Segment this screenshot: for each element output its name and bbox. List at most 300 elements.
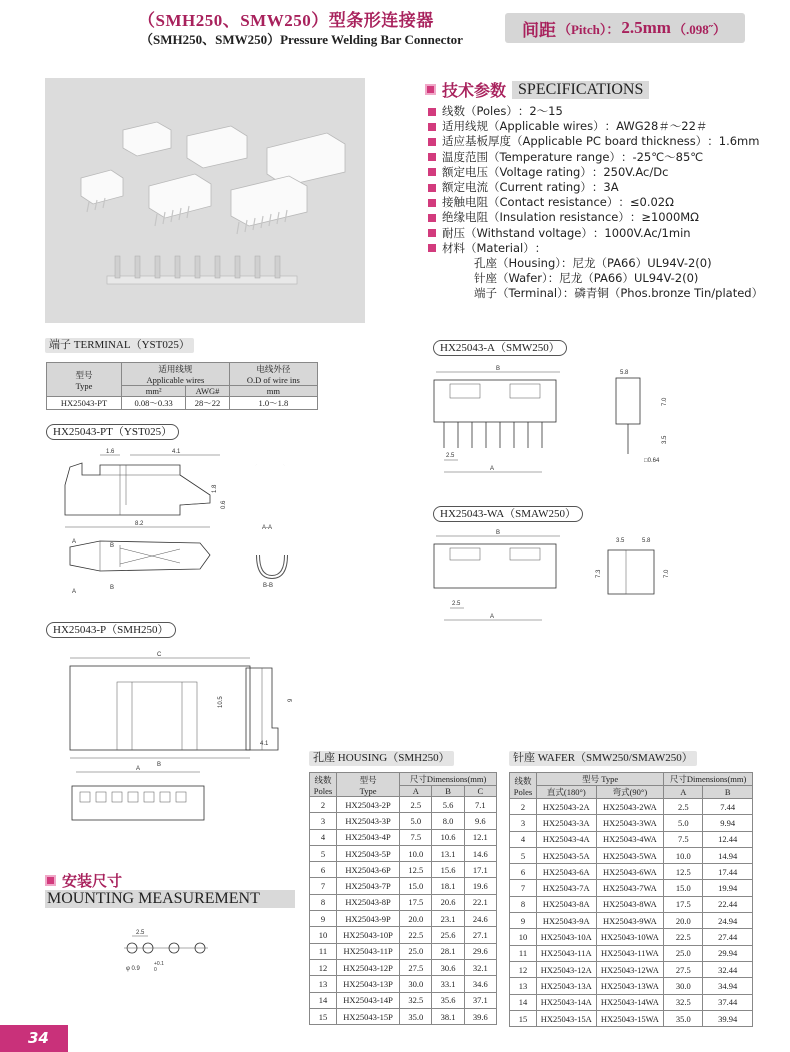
dim-1-8: 1.8 [212,484,218,493]
table-row [510,929,753,945]
table-row [510,831,753,847]
table-cell: HX25043-5WA [596,847,664,863]
table-cell: 19.94 [703,880,753,896]
dim-5-8-wa: 5.8 [642,538,651,544]
table-cell: 5 [310,845,337,861]
table-cell: 11 [510,945,537,961]
table-cell: 7 [310,878,337,894]
table-row [310,845,497,861]
table-row [310,927,497,943]
spec-label: 温度范围（Temperature range） [442,149,621,164]
wafer-wa-drawing [430,528,690,628]
spec-value: ：3A [591,180,619,195]
table-cell: 7.5 [664,831,703,847]
th-dims: 尺寸Dimensions(mm) [400,773,497,786]
table-cell: 25.0 [400,943,432,959]
spec-label: 额定电流（Current rating） [442,180,592,195]
table-cell: 5.0 [664,815,703,831]
table-cell: 13.1 [432,845,464,861]
table-cell: HX25043-7A [537,880,597,896]
table-cell: 12 [510,961,537,977]
terminal-table [46,362,318,410]
table-cell: 9.94 [703,815,753,831]
dim-a-wafer: A [490,466,495,472]
table-cell: 9 [310,911,337,927]
dim-a-top: A [72,539,77,545]
th-straight: 直式(180°) [537,786,597,799]
th-dims: 尺寸Dimensions(mm) [664,773,753,786]
table-cell: HX25043-8A [537,896,597,912]
table-row [310,862,497,878]
terminal-tag [45,338,194,353]
th-poles-en: Poles [313,785,333,796]
bullet-icon [428,153,436,161]
mounting-drawing [118,928,228,978]
dim-0-6: 0.6 [221,500,227,509]
table-cell: 35.6 [432,992,464,1008]
table-cell: 8.0 [432,813,464,829]
table-row [510,945,753,961]
table-cell: 4 [310,829,337,845]
dim-a-wa: A [490,614,495,620]
dim-b-top: B [110,543,115,549]
table-cell: 7.5 [400,829,432,845]
housing-tag-cn: 孔座 [313,752,335,764]
table-row [510,978,753,994]
table-cell: 15 [310,1008,337,1024]
table-cell: 24.6 [464,911,496,927]
dim-b-wa: B [496,530,501,536]
table-cell: 10 [510,929,537,945]
table-row [510,994,753,1010]
pitch-value: 2.5mm [621,18,671,37]
housing-table [309,772,497,1025]
th-b: B [703,786,753,799]
table-cell: 6 [510,864,537,880]
terminal-tag-cn: 端子 [49,339,71,351]
spec-label: 绝缘电阻（Insulation resistance） [442,210,630,225]
table-cell: HX25043-14P [337,992,400,1008]
table-cell: 15.6 [432,862,464,878]
dim-9: 9 [288,698,294,702]
wafer-a-drawing [430,362,690,492]
table-cell: 15 [510,1010,537,1026]
wafer-tag [509,751,697,766]
housing-tag [309,751,454,766]
dim-7-3: 7.3 [596,569,602,578]
table-cell: HX25043-4P [337,829,400,845]
dim-b-bottom: B [110,585,115,591]
table-cell: HX25043-11P [337,943,400,959]
th-a: A [664,786,703,799]
dim-0-64: □0.64 [644,458,660,464]
spec-item [428,119,763,134]
dim-a-bottom: A [72,589,77,595]
table-cell: 10 [310,927,337,943]
table-cell: HX25043-11A [537,945,597,961]
spec-value: ：≥1000MΩ [629,210,699,225]
table-row [310,878,497,894]
table-row [510,880,753,896]
table-cell: HX25043-10P [337,927,400,943]
pitch-box [505,13,745,43]
table-row [310,959,497,975]
table-cell: HX25043-13A [537,978,597,994]
drawing-tag-a: HX25043-A（SMW250） [433,340,567,356]
table-cell: 6 [310,862,337,878]
table-cell: 12.1 [464,829,496,845]
table-cell: 14 [510,994,537,1010]
table-cell: HX25043-10A [537,929,597,945]
spec-label: 线数（Poles） [442,104,518,118]
cell-type: HX25043-PT [47,397,122,410]
spec-item [428,150,763,165]
dim-hole-dia: φ 0.9 [126,966,140,972]
table-cell: 33.1 [432,976,464,992]
table-cell: 10.0 [664,847,703,863]
table-row [310,992,497,1008]
material-housing: 孔座（Housing）：尼龙（PA66）UL94V-2(0) [474,256,712,271]
wafer-tag-en: WAFER（SMW250/SMAW250） [537,752,693,764]
th-angle: 弯式(90°) [596,786,664,799]
table-cell: 37.1 [464,992,496,1008]
table-cell: 27.5 [664,961,703,977]
table-cell: 15.0 [664,880,703,896]
table-cell: 17.44 [703,864,753,880]
dim-3-5: 3.5 [662,435,668,444]
table-cell: 27.44 [703,929,753,945]
th-mm2: mm² [122,386,186,397]
table-cell: 30.0 [400,976,432,992]
table-row [310,943,497,959]
table-cell: HX25043-6P [337,862,400,878]
pitch-inch: （.098˝） [672,21,727,37]
table-cell: 12.44 [703,831,753,847]
table-row [310,976,497,992]
table-cell: 32.5 [664,994,703,1010]
th-awg: AWG# [186,386,229,397]
table-cell: HX25043-3WA [596,815,664,831]
table-cell: HX25043-2WA [596,799,664,815]
table-cell: 27.5 [400,959,432,975]
dim-b: B [157,762,162,768]
table-cell: 9 [510,913,537,929]
drawing-tag-pt: HX25043-PT（YST025） [46,424,179,440]
table-cell: HX25043-10WA [596,929,664,945]
table-cell: 20.0 [664,913,703,929]
th-od-mm: mm [229,386,317,397]
table-cell: HX25043-5A [537,847,597,863]
table-cell: HX25043-2A [537,799,597,815]
table-cell: 37.44 [703,994,753,1010]
mounting-title-en: MOUNTING MEASUREMENT [45,890,295,908]
spec-label: 材料（Material） [442,240,535,255]
table-cell: HX25043-15A [537,1010,597,1026]
th-type-cn: 型号 [359,774,377,785]
table-cell: 5.6 [432,797,464,813]
table-cell: HX25043-3P [337,813,400,829]
cell-mm2: 0.08～0.33 [122,397,186,410]
spec-item [428,241,763,256]
spec-item [428,104,763,119]
bullet-icon [428,123,436,131]
dim-4-1: 4.1 [172,449,181,455]
th-type-cn: 型号 [75,369,93,380]
square-bullet-icon [425,84,436,95]
table-row [310,1008,497,1024]
table-cell: 12 [310,959,337,975]
table-cell: 2 [310,797,337,813]
th-od-cn: 电线外径 [256,364,291,374]
square-bullet-icon [45,875,56,886]
th-poles-cn: 线数 [514,775,532,786]
table-cell: 30.0 [664,978,703,994]
table-cell: 22.5 [400,927,432,943]
spec-item [428,210,763,225]
terminal-tag-en: TERMINAL（YST025） [73,339,190,351]
table-cell: HX25043-12A [537,961,597,977]
table-cell: 38.1 [432,1008,464,1024]
material-wafer: 针座（Wafer）：尼龙（PA66）UL94V-2(0) [474,271,699,286]
table-row [510,864,753,880]
table-cell: 30.6 [432,959,464,975]
table-cell: 14 [310,992,337,1008]
th-c: C [464,786,496,797]
table-cell: 17.1 [464,862,496,878]
table-cell: 10.0 [400,845,432,861]
page-title: （SMH250、SMW250）型条形连接器 [138,11,434,30]
spec-value: ：250V.Ac/Dc [591,164,669,179]
th-type-en: Type [75,380,93,391]
housing-tag-en: HOUSING（SMH250） [337,752,450,764]
table-cell: 5.0 [400,813,432,829]
table-cell: 12.5 [400,862,432,878]
drawing-tag-p: HX25043-P（SMH250） [46,622,176,638]
housing-drawing [62,648,312,833]
table-row [310,829,497,845]
table-cell: 10.6 [432,829,464,845]
drawing-tag-wa: HX25043-WA（SMAW250） [433,506,583,522]
table-cell: 7.44 [703,799,753,815]
table-cell: 22.5 [664,929,703,945]
material-terminal: 端子（Terminal）：磷青铜（Phos.bronze Tin/plated） [474,286,764,301]
spec-item [428,226,763,241]
cell-od: 1.0～1.8 [229,397,317,410]
table-cell: 20.6 [432,894,464,910]
specs-heading [425,78,649,101]
table-cell: 11 [310,943,337,959]
spec-item [428,195,763,210]
table-row [510,961,753,977]
table-cell: 29.94 [703,945,753,961]
table-row [47,397,318,410]
spec-item [428,134,763,149]
dim-7-0: 7.0 [662,397,668,406]
bullet-icon [428,244,436,252]
table-cell: 14.94 [703,847,753,863]
table-cell: 4 [510,831,537,847]
dim-3-5-wa: 3.5 [616,538,625,544]
spec-value: ：1000V.Ac/1min [592,225,691,240]
spec-label: 耐压（Withstand voltage） [442,225,593,240]
table-cell: 35.0 [400,1008,432,1024]
table-cell: 20.0 [400,911,432,927]
mounting-title-cn: 安装尺寸 [62,872,123,890]
dim-mount-2-5: 2.5 [136,930,145,936]
table-cell: 39.94 [703,1010,753,1026]
table-cell: HX25043-3A [537,815,597,831]
table-cell: 34.94 [703,978,753,994]
th-od-en: O.D of wire ins [246,375,300,385]
table-row [510,815,753,831]
table-cell: HX25043-15WA [596,1010,664,1026]
dim-5-8: 5.8 [620,370,629,376]
table-cell: 39.6 [464,1008,496,1024]
dim-a: A [136,766,141,772]
table-cell: HX25043-9A [537,913,597,929]
table-cell: HX25043-14WA [596,994,664,1010]
table-row [510,896,753,912]
table-cell: HX25043-11WA [596,945,664,961]
section-bb-label: B-B [263,583,274,589]
table-row [310,894,497,910]
pitch-label-cn: 间距 [521,20,556,41]
table-cell: 28.1 [432,943,464,959]
th-a: A [400,786,432,797]
table-cell: 34.6 [464,976,496,992]
dim-hole-tol-upper: +0.1 [154,961,164,967]
spec-value: ：2～15 [517,104,563,118]
dim-10-5: 10.5 [218,696,224,708]
table-cell: 17.5 [664,896,703,912]
table-cell: HX25043-12P [337,959,400,975]
table-cell: 18.1 [432,878,464,894]
wafer-tag-cn: 针座 [513,752,535,764]
table-cell: HX25043-5P [337,845,400,861]
table-row [510,799,753,815]
mounting-heading [45,870,122,891]
cell-awg: 28～22 [186,397,229,410]
bullet-icon [428,229,436,237]
table-cell: 9.6 [464,813,496,829]
table-cell: HX25043-13WA [596,978,664,994]
pitch-label-en: （Pitch）： [557,21,620,37]
bullet-icon [428,184,436,192]
table-cell: HX25043-4WA [596,831,664,847]
table-cell: 32.44 [703,961,753,977]
spec-label: 接触电阻（Contact resistance） [442,195,619,210]
table-cell: HX25043-6WA [596,864,664,880]
table-row [310,813,497,829]
dim-2-5-wa: 2.5 [452,601,461,607]
specs-title-en: SPECIFICATIONS [512,81,649,99]
dim-2-5: 2.5 [446,453,455,459]
th-wires-cn: 适用线规 [158,364,193,374]
table-row [510,913,753,929]
spec-label: 适用线规（Applicable wires） [442,119,605,134]
table-cell: HX25043-9WA [596,913,664,929]
table-cell: 2.5 [400,797,432,813]
th-b: B [432,786,464,797]
table-cell: 12.5 [664,864,703,880]
dim-1-6: 1.6 [106,449,115,455]
page-number: 34 [0,1025,68,1052]
bullet-icon [428,108,436,116]
table-row [510,1010,753,1026]
dim-hole-tol-lower: 0 [154,967,157,973]
spec-label: 额定电压（Voltage rating） [442,164,592,179]
dim-c: C [157,652,162,658]
spec-item [428,180,763,195]
dim-8-2: 8.2 [135,521,144,527]
table-cell: 3 [310,813,337,829]
table-cell: HX25043-9P [337,911,400,927]
table-cell: 14.6 [464,845,496,861]
table-cell: 8 [310,894,337,910]
spec-label: 适应基板厚度（Applicable PC board thickness） [442,134,708,149]
page-subtitle: （SMH250、SMW250）Pressure Welding Bar Connector [140,32,463,47]
table-cell: 35.0 [664,1010,703,1026]
table-cell: 24.94 [703,913,753,929]
table-cell: HX25043-13P [337,976,400,992]
table-cell: 2.5 [664,799,703,815]
table-cell: 32.5 [400,992,432,1008]
table-cell: 17.5 [400,894,432,910]
table-cell: 22.44 [703,896,753,912]
specs-title-cn: 技术参数 [442,81,507,100]
terminal-drawing [60,445,300,605]
table-cell: HX25043-7WA [596,880,664,896]
table-row [510,847,753,863]
table-cell: 7.1 [464,797,496,813]
table-cell: HX25043-2P [337,797,400,813]
table-cell: 2 [510,799,537,815]
dim-7-0-wa: 7.0 [664,569,670,578]
th-wires-en: Applicable wires [146,375,205,385]
table-cell: HX25043-4A [537,831,597,847]
table-cell: 23.1 [432,911,464,927]
table-cell: HX25043-15P [337,1008,400,1024]
table-cell: HX25043-7P [337,878,400,894]
table-cell: 8 [510,896,537,912]
section-aa-label: A-A [262,525,273,531]
table-cell: 27.1 [464,927,496,943]
spec-value: ： [534,240,547,255]
table-cell: 15.0 [400,878,432,894]
bullet-icon [428,138,436,146]
table-cell: HX25043-14A [537,994,597,1010]
table-cell: HX25043-8P [337,894,400,910]
spec-item [428,165,763,180]
table-row [310,797,497,813]
table-cell: 3 [510,815,537,831]
connector-photo-illustration [45,78,365,323]
table-cell: 13 [310,976,337,992]
table-cell: HX25043-8WA [596,896,664,912]
bullet-icon [428,214,436,222]
bullet-icon [428,168,436,176]
spec-value: ：-25℃～85℃ [620,149,704,164]
bullet-icon [428,199,436,207]
th-poles-en: Poles [513,786,533,797]
th-type-en: Type [359,785,377,796]
th-type: 型号 Type [537,773,664,786]
table-cell: 29.6 [464,943,496,959]
table-cell: HX25043-6A [537,864,597,880]
table-cell: 25.6 [432,927,464,943]
dim-4-1b: 4.1 [260,741,269,747]
table-cell: 13 [510,978,537,994]
